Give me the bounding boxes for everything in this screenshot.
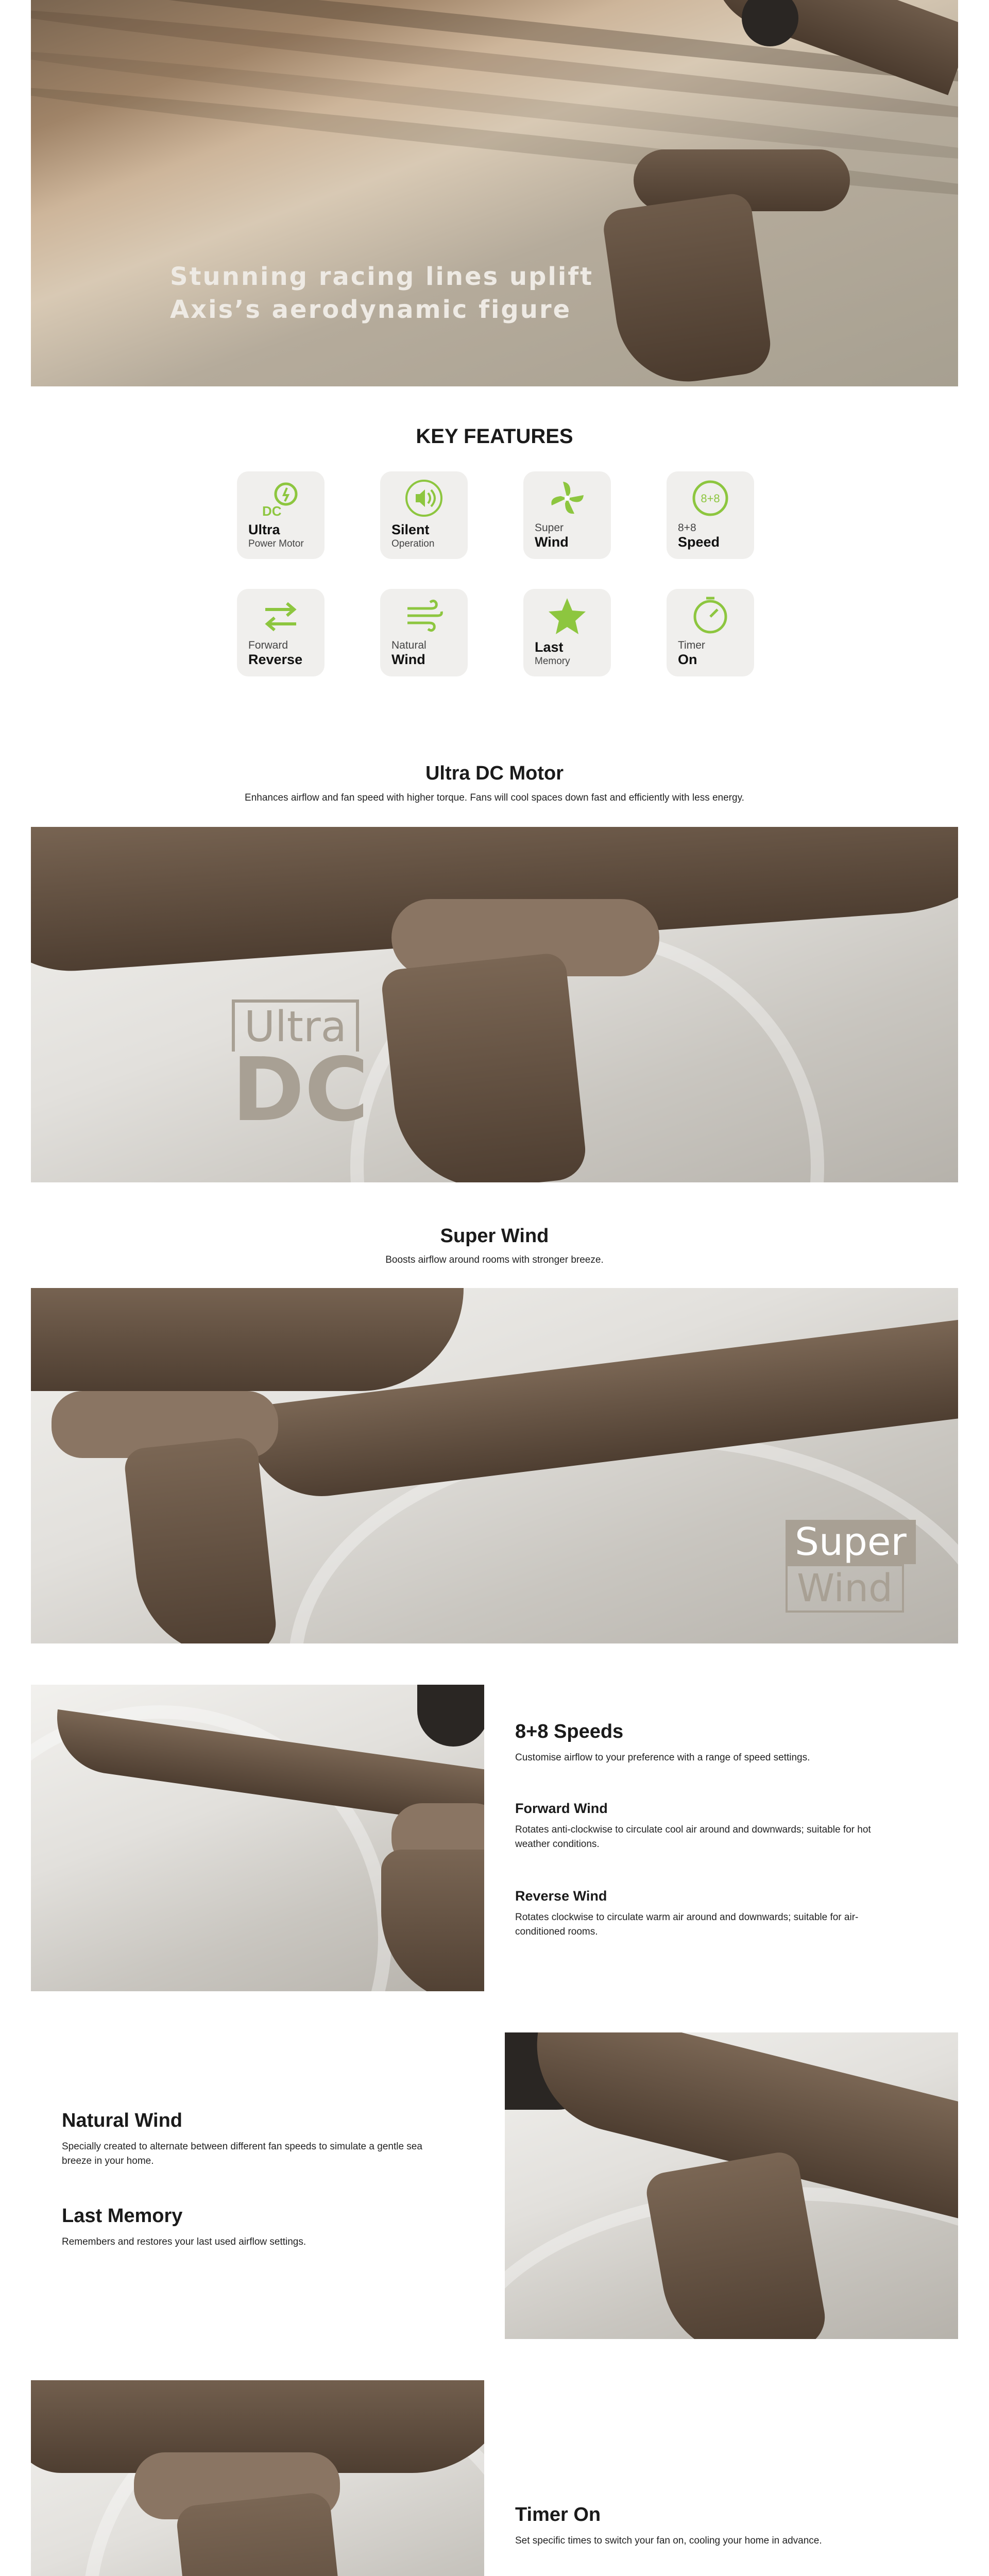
natural-wind-desc: Specially created to alternate between different fan speeds to simulate a gentle sea breeze in your home. (62, 2141, 422, 2166)
speed-8-8-icon (691, 479, 730, 518)
ultra-dc-title: Ultra DC Motor (425, 762, 564, 784)
feature-card-last-memory (523, 589, 611, 676)
fan-blade (381, 1850, 484, 1991)
feature-label-strong: Last (535, 639, 564, 655)
feature-card-super-wind (523, 471, 611, 559)
feature-label-strong: Silent (391, 522, 430, 537)
fan-hub (417, 1685, 484, 1747)
fan-icon (548, 479, 587, 518)
timer-title: Timer On (515, 2504, 601, 2526)
hero-line-2: Axis’s aerodynamic figure (170, 295, 572, 324)
star-icon (548, 596, 587, 635)
fan-blade (31, 1288, 464, 1391)
badge-line-1: Ultra (232, 999, 359, 1052)
key-features-grid (237, 471, 752, 676)
badge-line-2: Wind (786, 1564, 904, 1613)
super-wind-desc: Boosts airflow around rooms with stronger breeze. (385, 1255, 604, 1265)
feature-label: Forward (248, 639, 288, 651)
fan-blade (601, 192, 774, 386)
badge-line-2: DC (232, 1039, 369, 1141)
feature-label: Memory (535, 656, 570, 667)
dc-motor-icon (261, 479, 300, 518)
timer-image (31, 2380, 484, 2576)
feature-card-natural-wind (380, 589, 468, 676)
feature-label-strong: Reverse (248, 652, 303, 667)
reverse-wind-title: Reverse Wind (515, 1888, 607, 1904)
natural-wind-image (505, 2032, 958, 2339)
speeds-title: 8+8 Speeds (515, 1721, 624, 1742)
badge-line-1: Super (786, 1520, 916, 1564)
feature-card-speed (667, 471, 754, 559)
feature-label: Timer (678, 639, 705, 651)
reverse-arrows-icon (261, 596, 300, 635)
feature-label: Super (535, 522, 564, 534)
key-features-title: KEY FEATURES (416, 425, 573, 448)
feature-card-forward-reverse (237, 589, 325, 676)
dc-prefix: DC (262, 503, 282, 518)
feature-card-ultra (237, 471, 325, 559)
speaker-icon (404, 479, 444, 518)
speeds-desc: Customise airflow to your preference with a range of speed settings. (515, 1752, 810, 1763)
feature-label: Power Motor (248, 538, 304, 549)
feature-card-timer (667, 589, 754, 676)
wind-icon (404, 596, 444, 635)
forward-wind-desc: Rotates anti-clockwise to circulate cool air around and downwards; suitable for hot weather conditions. (515, 1824, 871, 1850)
reverse-wind-desc: Rotates clockwise to circulate warm air around and downwards; suitable for air-conditioned rooms. (515, 1912, 859, 1937)
timer-icon (691, 596, 730, 635)
hero-line-1: Stunning racing lines uplift (170, 262, 594, 291)
ultra-dc-desc: Enhances airflow and fan speed with higher torque. Fans will cool spaces down fast and efficiently with less energy. (245, 792, 744, 803)
ultra-dc-image (31, 827, 958, 1182)
last-memory-title: Last Memory (62, 2205, 183, 2227)
super-wind-title: Super Wind (440, 1225, 549, 1247)
feature-label-strong: On (678, 652, 697, 667)
svg-text:8+8: 8+8 (701, 492, 720, 505)
feature-label: 8+8 (678, 522, 696, 534)
ultra-dc-badge (232, 999, 369, 1141)
feature-label-strong: Ultra (248, 522, 280, 537)
speeds-image (31, 1685, 484, 1991)
feature-label: Operation (391, 538, 435, 549)
fan-blade (380, 952, 588, 1182)
fan-hub (742, 0, 798, 46)
fan-blade (123, 1436, 279, 1643)
forward-wind-title: Forward Wind (515, 1801, 608, 1816)
natural-wind-title: Natural Wind (62, 2110, 182, 2131)
feature-card-silent (380, 471, 468, 559)
feature-label-strong: Speed (678, 534, 720, 550)
super-wind-image (31, 1288, 958, 1643)
hero-banner (31, 0, 958, 386)
super-wind-badge (786, 1520, 916, 1613)
feature-label-strong: Wind (535, 534, 569, 550)
timer-desc: Set specific times to switch your fan on, cooling your home in advance. (515, 2535, 822, 2546)
feature-label-strong: Wind (391, 652, 425, 667)
last-memory-desc: Remembers and restores your last used airflow settings. (62, 2236, 306, 2247)
hero-headline (170, 260, 593, 326)
feature-label: Natural (391, 639, 427, 651)
